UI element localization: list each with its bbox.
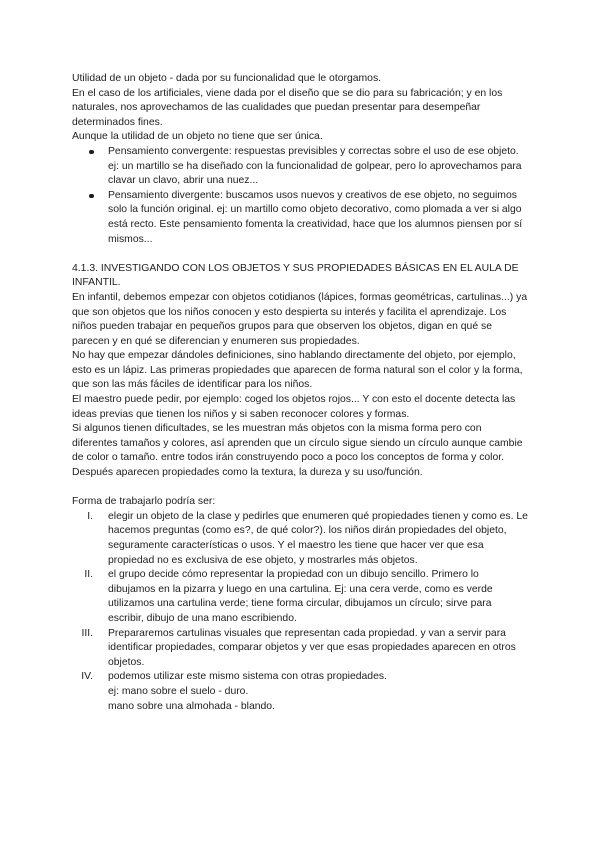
- bullet-convergent: Pensamiento convergente: respuestas previsibles y correctas sobre el uso de ese objeto. ej: un martillo se ha diseñado con la funcionalidad de golpear, pero lo aprovechamos para clavar un clavo, abrir una nuez...: [72, 145, 528, 189]
- work-step: [72, 510, 528, 568]
- step-text: Prepararemos cartulinas visuales que representan cada propiedad. y van a servir para identificar propiedades, comparar objetos y ver que esas propiedades aparecen en otros objetos.: [108, 627, 516, 668]
- step-number: II.: [84, 569, 93, 581]
- section-paragraph-2: No hay que empezar dándoles definiciones, sino hablando directamente del objeto, por ejemplo, esto es un lápiz. Las primeras propiedades que aparecen de forma natural son el color y la forma, que son las más fáciles de identificar para los niños.: [72, 350, 523, 391]
- work-step: [72, 568, 528, 626]
- bullet-divergent: Pensamiento divergente: buscamos usos nuevos y creativos de ese objeto, no seguimos solo la función original. ej: un martillo como objeto decorativo, como plomada a ver si algo está recto. Este pensamiento fomenta la creatividad, hace que los alumnos piensen por sí mismos...: [72, 189, 528, 247]
- work-steps-list: [72, 510, 528, 714]
- step-number: IV.: [81, 671, 93, 683]
- section-heading: 4.1.3. INVESTIGANDO CON LOS OBJETOS Y SUS PROPIEDADES BÁSICAS EN EL AULA DE INFANTIL.: [72, 262, 519, 289]
- thinking-types-list: [72, 145, 528, 247]
- intro-line-2: En el caso de los artificiales, viene dada por el diseño que se dio para su fabricación; y en los naturales, nos aprovechamos de las cualidades que puedan presentar para desempeñar determinados fines.: [72, 87, 503, 128]
- section-paragraph-3: El maestro puede pedir, por ejemplo: coged los objetos rojos... Y con esto el docente detecta las ideas previas que tienen los niños y si saben reconocer colores y formas.: [72, 394, 516, 420]
- step-text: el grupo decide cómo representar la propiedad con un dibujo sencillo. Primero lo dibujamos en la pizarra y luego en una cartulina. Ej: una cera verde, como es verde utilizamos una cartulina verde; tiene forma circular, dibujamos un círculo; sirve para escribir, dibujo de una mano escribiendo.: [108, 569, 493, 624]
- step-example-soft: mano sobre una almohada - blando.: [108, 700, 275, 712]
- work-step: [72, 627, 528, 671]
- step-text: podemos utilizar este mismo sistema con otras propiedades.: [108, 671, 387, 683]
- work-step: [72, 670, 528, 714]
- intro-line-1: Utilidad de un objeto - dada por su funcionalidad que le otorgamos.: [72, 73, 382, 84]
- section-paragraph-5: Después aparecen propiedades como la textura, la dureza y su uso/función.: [72, 467, 423, 479]
- spacer: [72, 481, 528, 496]
- work-intro: Forma de trabajarlo podría ser:: [72, 496, 216, 508]
- step-example-hard: ej: mano sobre el suelo - duro.: [108, 685, 249, 697]
- section-paragraph-1: En infantil, debemos empezar con objetos cotidianos (lápices, formas geométricas, cartulinas...) ya que son objetos que los niños conocen y esto despierta su interés y facilita el aprendizaje. Los niños pueden trabajar en pequeños grupos para que observen los objetos, digan en qué se parecen y en qué se diferencian y enumeren sus propiedades.: [72, 291, 528, 347]
- intro-line-3: Aunque la utilidad de un objeto no tiene que ser única.: [72, 131, 323, 143]
- step-text: elegir un objeto de la clase y pedirles que enumeren qué propiedades tienen y como es. Le hacemos preguntas (como es?, de qué color?). los niños dirán propiedades del objeto, seguramente características o usos. Y el maestro les tiene que hacer ver que esa propiedad no es exclusiva de ese objeto, y mostrarles más objetos.: [108, 510, 528, 566]
- step-number: I.: [87, 510, 93, 522]
- document-body: [72, 72, 528, 714]
- step-number: III.: [81, 627, 93, 639]
- section-paragraph-4: Si algunos tienen dificultades, se les muestran más objetos con la misma forma pero con diferentes tamaños y colores, así aprenden que un círculo sigue siendo un círculo aunque cambie de color o tamaño. entre todos irán construyendo poco a poco los conceptos de forma y color.: [72, 423, 523, 464]
